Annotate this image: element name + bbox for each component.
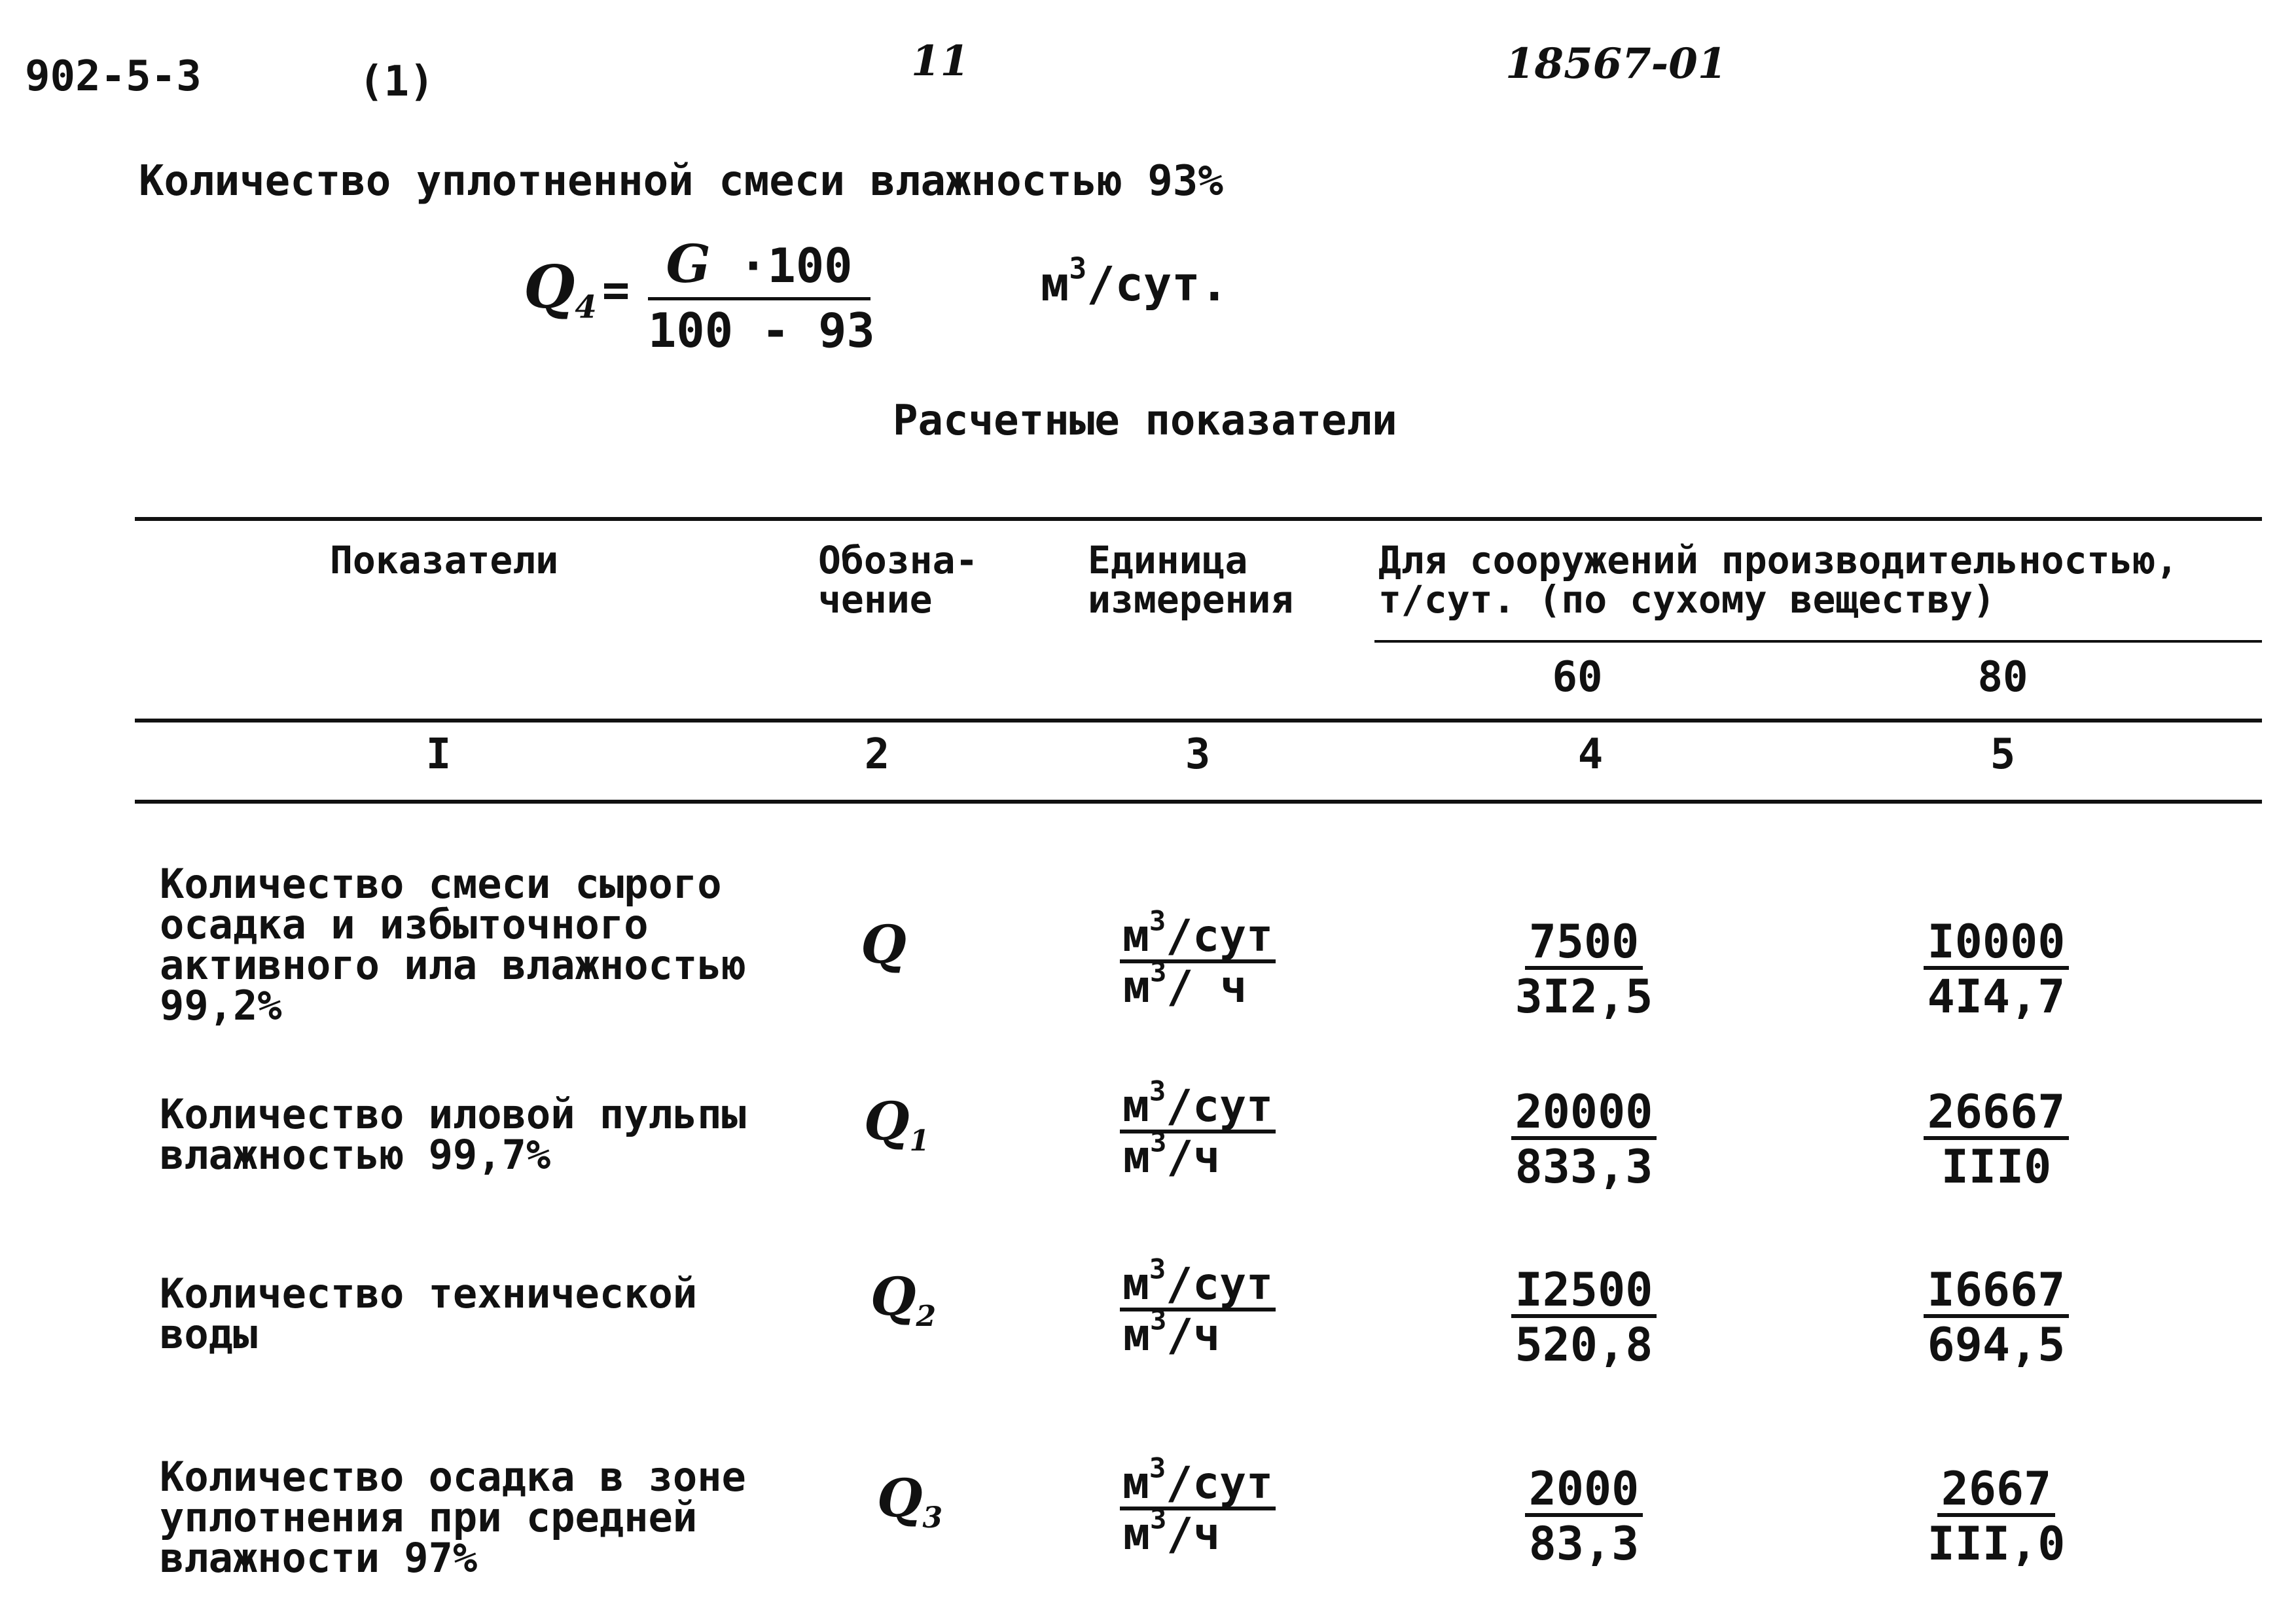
row-label: Количество смеси сырого осадка и избыточного активного ила влажностью 99,2%: [160, 860, 746, 1029]
row-symbol: $Q_1$: [863, 1090, 930, 1158]
row-value-80: 26667 III0: [1905, 1092, 2088, 1187]
formula-denominator: 100 - 93: [648, 303, 875, 358]
row-label: Количество осадка в зоне уплотнения при средней влажности 97%: [160, 1453, 746, 1582]
column-number-2: 2: [864, 730, 890, 779]
table-row: [0, 1251, 2296, 1408]
column-number-1: I: [425, 730, 452, 779]
row-symbol: $Q_3$: [876, 1467, 943, 1535]
header-unit: Единица измерения: [1088, 538, 1294, 622]
table-row: [0, 1073, 2296, 1230]
row-label: Количество технической воды: [160, 1270, 698, 1358]
page-number: 11: [911, 37, 970, 86]
group-header-rule: [1374, 640, 2262, 643]
intro-text: Количество уплотненной смеси влажностью 93%: [139, 157, 1223, 205]
table-row: [0, 1433, 2296, 1603]
row-value-80: $\frac{I0000}{4I4,7}$: [1905, 921, 2088, 1017]
formula: [524, 233, 1309, 358]
row-value-60: $\frac{I2500}{520,8}$: [1492, 1270, 1676, 1365]
header-capacity-60: 60: [1552, 653, 1603, 702]
row-unit: $м^3$/сут $м^3/$ ч: [1100, 916, 1296, 1008]
table-title: Расчетные показатели: [893, 397, 1397, 445]
table-top-rule: [135, 517, 2262, 521]
column-number-3: 3: [1185, 730, 1211, 779]
row-value-60: $\frac{20000}{833,3}$: [1492, 1092, 1676, 1187]
row-unit: $м^3$/сут $м^3/ч$: [1100, 1264, 1296, 1356]
header-designation: Обозна- чение: [818, 538, 978, 622]
formula-lhs: $Q_4$: [524, 253, 597, 326]
header-indicators: Показатели: [330, 538, 559, 582]
row-value-80: 2667 III,0: [1927, 1462, 2066, 1571]
row-unit: $м^3$/сут $м^3/ч$: [1100, 1086, 1296, 1178]
equals-sign: =: [602, 263, 630, 317]
header-capacity-group: Для сооружений производительностью, т/сут. (по сухому веществу): [1378, 538, 2179, 622]
formula-unit: $м^3$/сут.: [1041, 251, 1229, 312]
row-value-60: $\frac{2000}{83,3}$: [1492, 1469, 1676, 1564]
row-symbol: $Q_2$: [870, 1266, 937, 1333]
sheet-code: 18567-01: [1505, 39, 1727, 88]
header-capacity-80: 80: [1977, 653, 2028, 702]
row-label: Количество иловой пульпы влажностью 99,7%: [160, 1090, 746, 1179]
column-number-5: 5: [1990, 730, 2016, 779]
row-value-60: $\frac{7500}{3I2,5}$: [1515, 915, 1653, 1024]
colnum-bottom-rule: [135, 800, 2262, 804]
row-unit: $м^3$/сут $м^3/ч$: [1100, 1463, 1296, 1555]
formula-fraction: G ·100 100 - 93: [648, 233, 875, 358]
header-bottom-rule: [135, 719, 2262, 722]
row-value-80: $\frac{I6667}{694,5}$: [1905, 1270, 2088, 1365]
row-symbol: Q: [861, 914, 906, 975]
table-row: [0, 851, 2296, 1041]
doc-part: (1): [359, 58, 435, 106]
doc-code: 902-5-3: [25, 52, 202, 101]
column-number-4: 4: [1577, 730, 1604, 779]
